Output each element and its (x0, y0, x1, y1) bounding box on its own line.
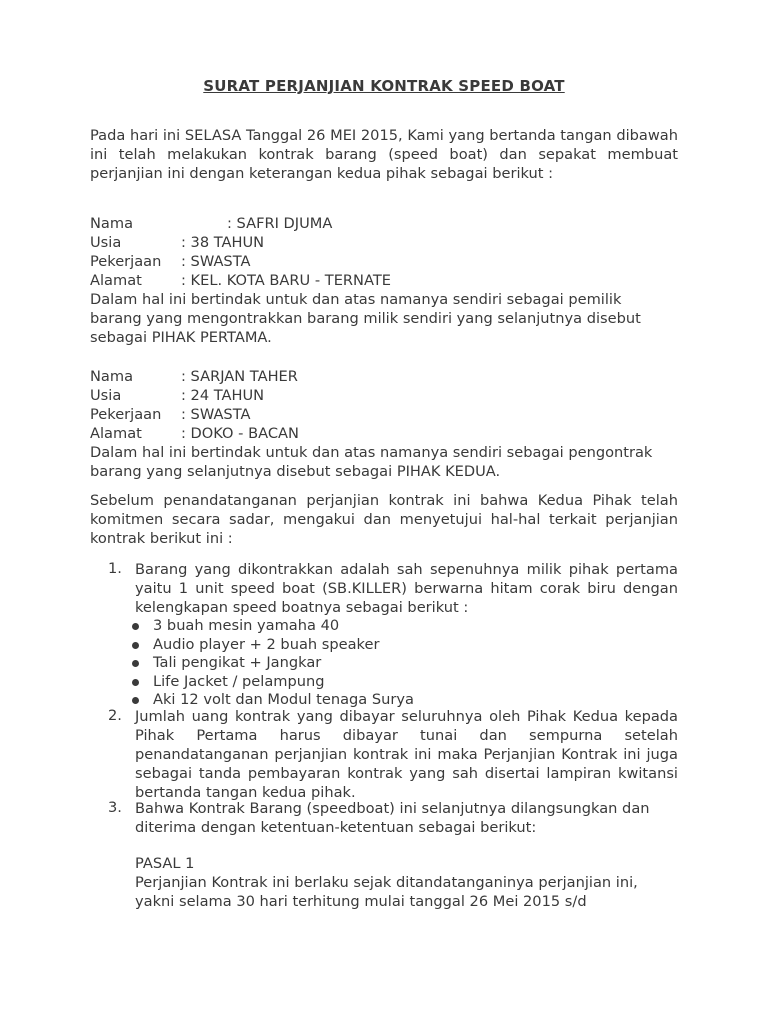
field-value: : 24 TAHUN (181, 387, 265, 404)
item-number: 2. (108, 707, 122, 724)
item-number: 3. (108, 799, 122, 816)
bullet-icon (132, 660, 139, 667)
field-value: : KEL. KOTA BARU - TERNATE (181, 272, 391, 289)
bullet-text: Aki 12 volt dan Modul tenaga Surya (153, 691, 414, 708)
list-item (108, 617, 678, 636)
field-value: : SAFRI DJUMA (227, 215, 333, 232)
party2-row-job (90, 405, 678, 424)
field-label: Alamat (90, 425, 142, 442)
list-item (108, 799, 678, 837)
bullet-icon (132, 697, 139, 704)
bullet-text: Life Jacket / pelampung (153, 672, 325, 690)
field-label: Alamat (90, 272, 142, 289)
field-value: : 38 TAHUN (181, 234, 265, 251)
list-item (108, 673, 678, 692)
field-value: : SARJAN TAHER (181, 368, 298, 385)
party1-details (90, 214, 678, 290)
bullet-icon (132, 623, 139, 630)
bullet-text: Audio player + 2 buah speaker (153, 635, 380, 653)
party2-row-address (90, 424, 678, 443)
item-text: Barang yang dikontrakkan adalah sah sepenuhnya milik pihak pertama yaitu 1 unit speed boat (SB.KILLER) berwarna hitam corak biru dengan kelengkapan speed boatnya sebagai berikut : (135, 561, 678, 616)
document-title: SURAT PERJANJIAN KONTRAK SPEED BOAT (203, 77, 565, 95)
list-item (108, 636, 678, 655)
party1-row-age (90, 233, 678, 252)
bullet-text: Tali pengikat + Jangkar (153, 654, 322, 671)
party1-description: Dalam hal ini bertindak untuk dan atas namanya sendiri sebagai pemilik barang yang mengontrakkan barang milik sendiri yang selanjutnya disebut sebagai PIHAK PERTAMA. (90, 291, 641, 346)
list-item (108, 560, 678, 710)
party2-details (90, 367, 678, 443)
party1-row-job (90, 252, 678, 271)
equipment-list (108, 617, 678, 710)
field-label: Nama (90, 215, 134, 232)
party1-row-address (90, 271, 678, 290)
intro-paragraph: Pada hari ini SELASA Tanggal 26 MEI 2015, Kami yang bertanda tangan dibawah ini telah melakukan kontrak barang (speed boat) dan sepakat membuat perjanjian ini dengan keterangan kedua pihak sebagai berikut : (90, 127, 678, 182)
field-value: : SWASTA (181, 253, 251, 270)
party1-row-name (90, 214, 678, 233)
party2-row-age (90, 386, 678, 405)
field-label: Usia (90, 234, 122, 251)
field-label: Pekerjaan (90, 253, 162, 270)
field-value: : DOKO - BACAN (181, 425, 299, 442)
field-value: : SWASTA (181, 406, 251, 423)
field-label: Pekerjaan (90, 406, 162, 423)
item-text: Bahwa Kontrak Barang (speedboat) ini selanjutnya dilangsungkan dan diterima dengan ketentuan-ketentuan sebagai berikut: (135, 800, 650, 836)
bullet-text: 3 buah mesin yamaha 40 (153, 617, 340, 634)
pasal-heading: PASAL 1 (135, 855, 195, 872)
field-label: Nama (90, 368, 134, 385)
pasal-text: Perjanjian Kontrak ini berlaku sejak ditandatanganinya perjanjian ini, yakni selama 30 hari terhitung mulai tanggal 26 Mei 2015 s/d (135, 874, 638, 910)
party2-row-name (90, 367, 678, 386)
party2-description: Dalam hal ini bertindak untuk dan atas namanya sendiri sebagai pengontrak barang yang selanjutnya disebut sebagai PIHAK KEDUA. (90, 444, 653, 480)
list-item (108, 654, 678, 673)
item-number: 1. (108, 560, 122, 577)
bullet-icon (132, 642, 139, 649)
bullet-icon (132, 679, 139, 686)
item-text: Jumlah uang kontrak yang dibayar seluruhnya oleh Pihak Kedua kepada Pihak Pertama harus dibayar tunai dan sempurna setelah penandatanganan perjanjian kontrak ini maka Perjanjian Kontrak ini juga sebagai tanda pembayaran kontrak yang sah disertai lampiran kwitansi bertanda tangan kedua pihak. (135, 708, 678, 801)
agreement-preamble: Sebelum penandatanganan perjanjian kontrak ini bahwa Kedua Pihak telah komitmen secara sadar, mengakui dan menyetujui hal-hal terkait perjanjian kontrak berikut ini : (90, 492, 678, 547)
field-label: Usia (90, 387, 122, 404)
list-item (108, 707, 678, 802)
